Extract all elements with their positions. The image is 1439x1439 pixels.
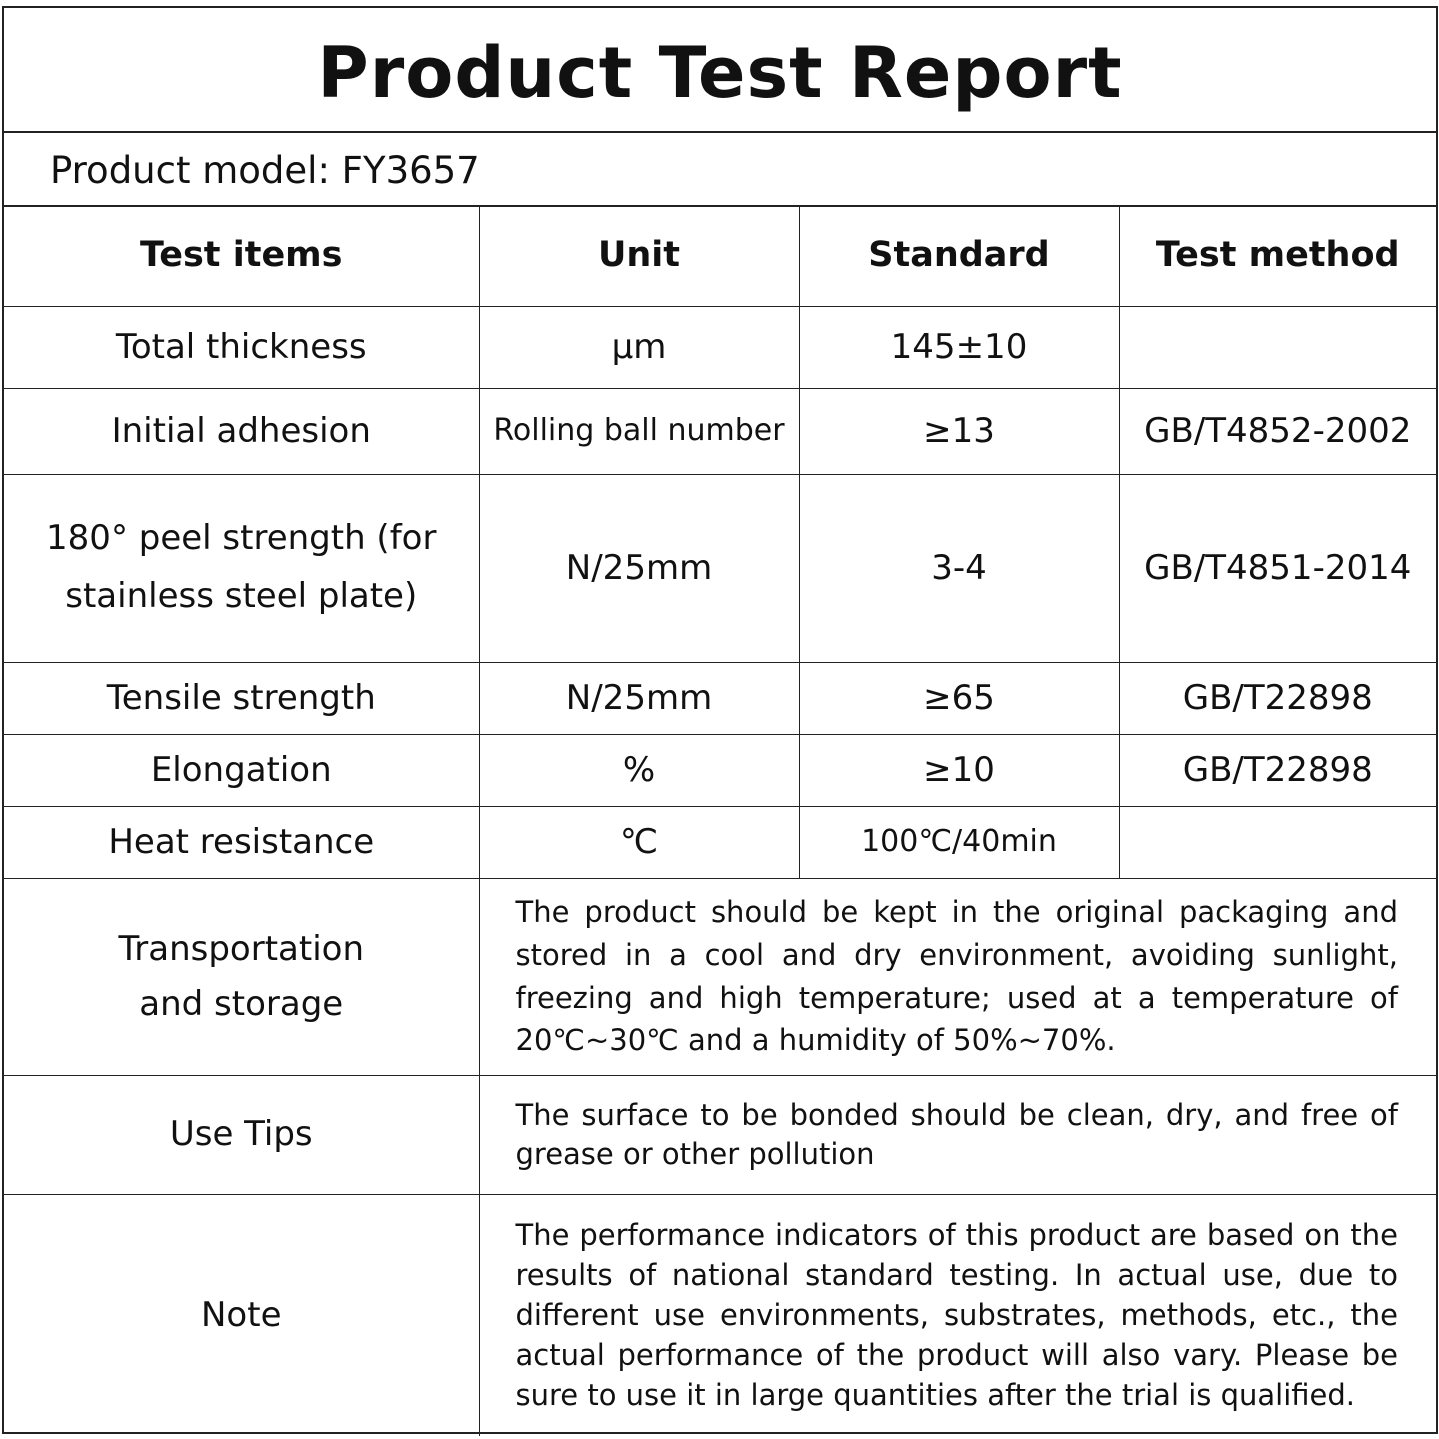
title-row — [4, 8, 1436, 133]
note-label: Use Tips — [4, 1075, 479, 1194]
header-unit: Unit — [479, 207, 799, 306]
header-row — [4, 207, 1436, 306]
row-method: GB/T22898 — [1119, 734, 1436, 806]
row-unit: ℃ — [479, 806, 799, 878]
table-row — [4, 474, 1436, 662]
row-method: GB/T4852-2002 — [1119, 388, 1436, 474]
row-standard: 100℃/40min — [799, 806, 1119, 878]
header-test-items: Test items — [4, 207, 479, 306]
test-report-table — [2, 6, 1438, 1434]
note-text: The surface to be bonded should be clean, dry, and free of grease or other pollution — [479, 1075, 1436, 1194]
product-model: Product model: FY3657 — [50, 148, 480, 192]
model-row — [4, 133, 1436, 207]
row-method — [1119, 306, 1436, 388]
table-row — [4, 806, 1436, 878]
header-test-method: Test method — [1119, 207, 1436, 306]
row-method — [1119, 806, 1436, 878]
row-item: Total thickness — [4, 306, 479, 388]
note-label: Note — [4, 1194, 479, 1436]
row-item: Elongation — [4, 734, 479, 806]
row-method: GB/T22898 — [1119, 662, 1436, 734]
table-row — [4, 734, 1436, 806]
note-text: The performance indicators of this product are based on the results of national standard testing. In actual use, due to different use environments, substrates, methods, etc., the actual performance of the product will also vary. Please be sure to use it in large quantities after the trial is qualified. — [479, 1194, 1436, 1436]
header-standard: Standard — [799, 207, 1119, 306]
spec-table — [4, 207, 1436, 1436]
table-row — [4, 662, 1436, 734]
row-item: Tensile strength — [4, 662, 479, 734]
report-title: Product Test Report — [317, 31, 1123, 114]
row-item: Heat resistance — [4, 806, 479, 878]
row-unit: μm — [479, 306, 799, 388]
table-row — [4, 306, 1436, 388]
row-standard: ≥10 — [799, 734, 1119, 806]
note-row — [4, 878, 1436, 1075]
row-standard: ≥13 — [799, 388, 1119, 474]
row-unit: Rolling ball number — [479, 388, 799, 474]
row-item: Initial adhesion — [4, 388, 479, 474]
row-method: GB/T4851-2014 — [1119, 474, 1436, 662]
table-row — [4, 388, 1436, 474]
row-unit: % — [479, 734, 799, 806]
row-unit: N/25mm — [479, 474, 799, 662]
note-text: The product should be kept in the original packaging and stored in a cool and dry environment, avoiding sunlight, freezing and high temperature; used at a temperature of 20℃~30℃ and a humidity of 50%~70%. — [479, 878, 1436, 1075]
row-standard: 145±10 — [799, 306, 1119, 388]
row-standard: ≥65 — [799, 662, 1119, 734]
row-unit: N/25mm — [479, 662, 799, 734]
row-item: 180° peel strength (for stainless steel plate) — [4, 474, 479, 662]
row-standard: 3-4 — [799, 474, 1119, 662]
note-label: Transportation and storage — [4, 878, 479, 1075]
note-row — [4, 1194, 1436, 1436]
note-row — [4, 1075, 1436, 1194]
